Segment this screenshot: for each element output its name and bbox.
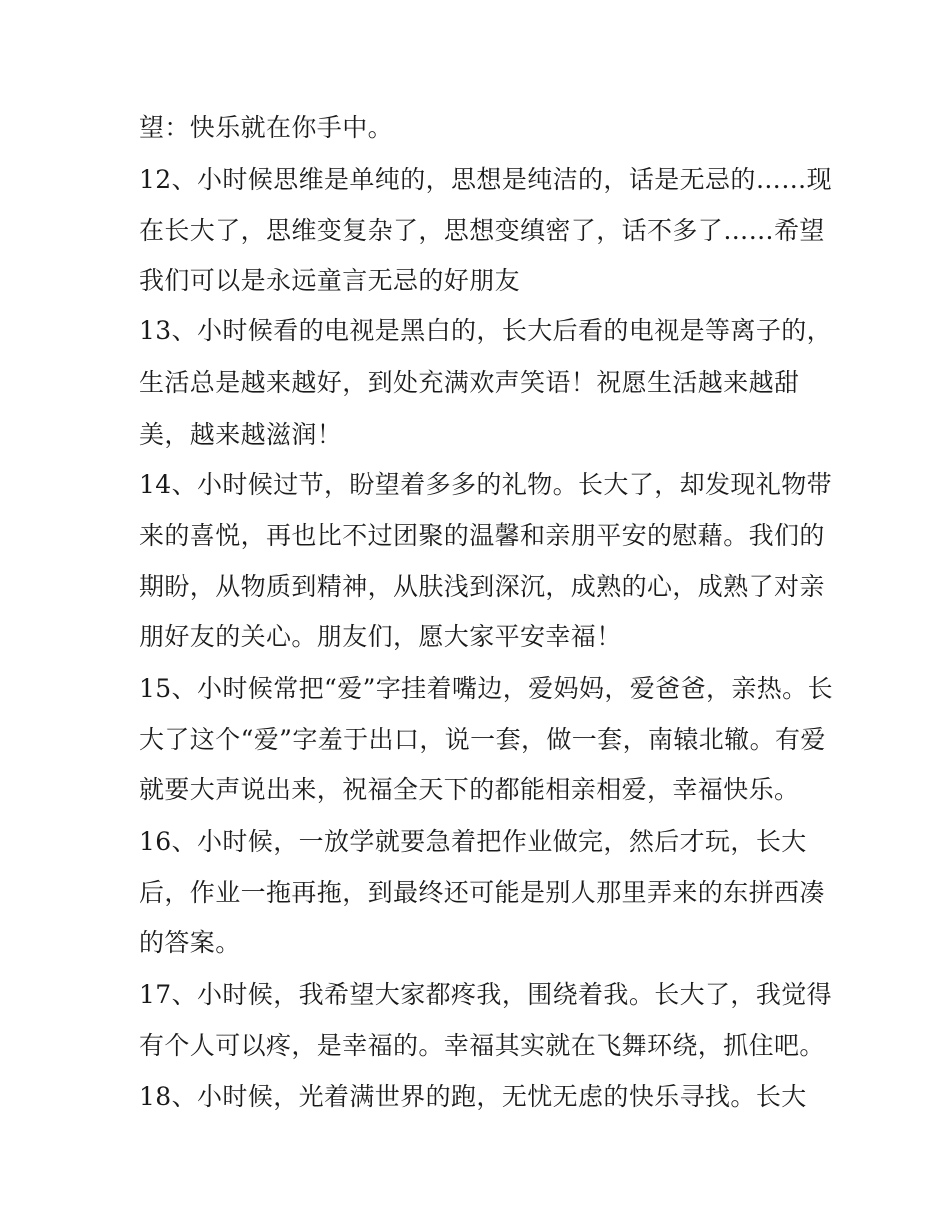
text-line: 14、小时候过节，盼望着多多的礼物。长大了，却发现礼物带 xyxy=(139,470,833,499)
text-line: 18、小时候，光着满世界的跑，无忧无虑的快乐寻找。长大 xyxy=(139,1082,807,1111)
text-line: 后，作业一拖再拖，到最终还可能是别人那里弄来的东拼西凑 xyxy=(139,878,825,907)
text-line: 就要大声说出来，祝福全天下的都能相亲相爱，幸福快乐。 xyxy=(139,775,800,804)
text-line: 美，越来越滋润！ xyxy=(139,420,343,449)
text-line: 12、小时候思维是单纯的，思想是纯洁的，话是无忌的……现 xyxy=(139,165,833,194)
text-line: 大了这个“爱”字羞于出口，说一套，做一套，南辕北辙。有爱 xyxy=(139,725,826,754)
text-line: 朋好友的关心。朋友们，愿大家平安幸福！ xyxy=(139,622,622,651)
text-line: 的答案。 xyxy=(139,928,241,957)
text-line: 16、小时候，一放学就要急着把作业做完，然后才玩，长大 xyxy=(139,827,807,856)
text-line: 17、小时候，我希望大家都疼我，围绕着我。长大了，我觉得 xyxy=(139,980,833,1009)
text-line: 望：快乐就在你手中。 xyxy=(139,113,394,142)
text-line: 13、小时候看的电视是黑白的，长大后看的电视是等离子的， xyxy=(139,316,833,345)
text-line: 我们可以是永远童言无忌的好朋友 xyxy=(139,266,521,295)
text-line: 来的喜悦，再也比不过团聚的温馨和亲朋平安的慰藉。我们的 xyxy=(139,521,825,550)
text-line: 15、小时候常把“爱”字挂着嘴边，爱妈妈，爱爸爸，亲热。长 xyxy=(139,674,833,703)
text-line: 生活总是越来越好，到处充满欢声笑语！祝愿生活越来越甜 xyxy=(139,368,800,397)
text-line: 有个人可以疼，是幸福的。幸福其实就在飞舞环绕，抓住吧。 xyxy=(139,1031,825,1060)
text-line: 期盼，从物质到精神，从肤浅到深沉，成熟的心，成熟了对亲 xyxy=(139,572,825,601)
text-line: 在长大了，思维变复杂了，思想变缜密了，话不多了……希望 xyxy=(139,216,825,245)
